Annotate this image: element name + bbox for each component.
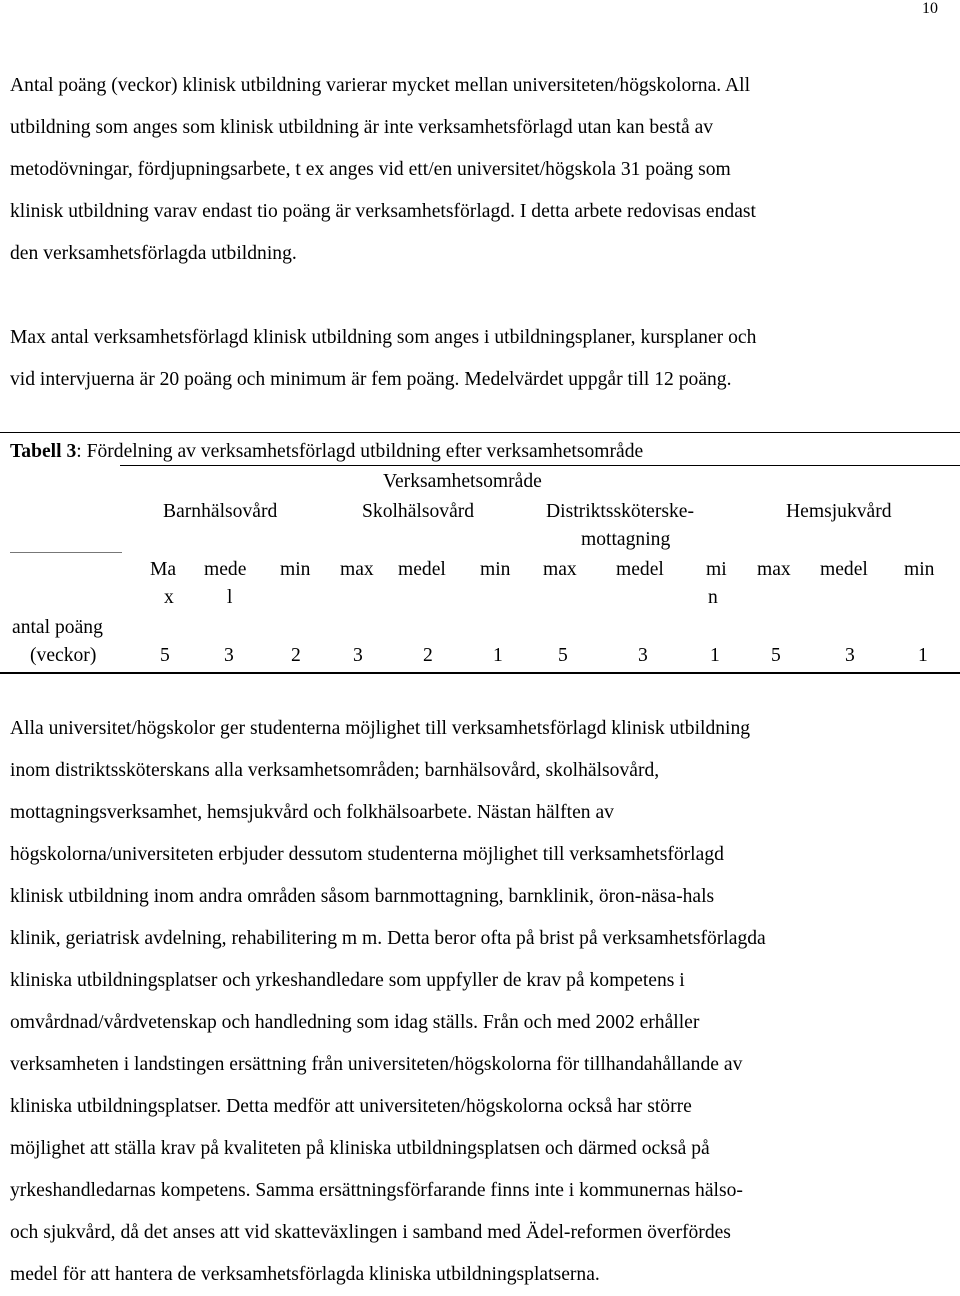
header-b-max-1: Ma [150,559,177,580]
table-caption-rule [120,465,960,466]
value-d-medel: 3 [638,645,648,666]
text-line: klinisk utbildning varav endast tio poäng är verksamhetsförlagd. I detta arbete redovisas endast [10,201,756,222]
text-line: mottagningsverksamhet, hemsjukvård och folkhälsoarbete. Nästan hälften av [10,802,614,823]
table-caption-text: : Fördelning av verksamhetsförlagd utbildning efter verksamhetsområde [76,441,644,462]
text-line: utbildning som anges som klinisk utbildning är inte verksamhetsförlagd utan kan bestå av [10,117,714,138]
header-b-medel-1: mede [204,559,247,580]
value-d-max: 5 [558,645,568,666]
area-hemsjukvard: Hemsjukvård [786,501,892,522]
table-bottom-rule [0,672,960,674]
text-line: omvårdnad/vårdvetenskap och handledning som idag ställs. Från och med 2002 erhåller [10,1012,700,1033]
text-line: Alla universitet/högskolor ger studenterna möjlighet till verksamhetsförlagd klinisk utbildning [10,718,751,739]
table-caption [10,438,643,466]
area-skolhalsovard: Skolhälsovård [362,501,475,522]
text-line: möjlighet att ställa krav på kvaliteten på kliniska utbildningsplatsen och därmed också på [10,1138,710,1159]
text-line: den verksamhetsförlagda utbildning. [10,243,297,264]
header-d-min-1: mi [706,559,727,580]
text-line: och sjukvård, då det anses att vid skatteväxlingen i samband med Ädel-reformen överfördes [10,1222,731,1243]
text-line: kliniska utbildningsplatser och yrkeshandledare som uppfyller de krav på kompetens i [10,970,685,991]
text-line: Antal poäng (veckor) klinisk utbildning varierar mycket mellan universiteten/högskolorna. All [10,75,751,96]
value-h-max: 5 [771,645,781,666]
text-line: medel för att hantera de verksamhetsförlagda kliniska utbildningsplatserna. [10,1264,600,1285]
text-line: klinik, geriatrisk avdelning, rehabilitering m m. Detta beror ofta på brist på verksamhetsförlagda [10,928,766,949]
header-s-medel: medel [398,559,446,580]
group-header: Verksamhetsområde [383,471,542,492]
value-h-min: 1 [918,645,928,666]
value-s-min: 1 [493,645,503,666]
header-b-max-2: x [164,587,174,608]
value-b-min: 2 [291,645,301,666]
area-distrikt-line1: Distriktssköterske- [546,501,695,522]
header-h-medel: medel [820,559,868,580]
header-s-max: max [340,559,374,580]
paragraph-clinical-training-points [10,65,950,275]
area-barnhalsovard: Barnhälsovård [163,501,278,522]
text-line: Max antal verksamhetsförlagd klinisk utbildning som anges i utbildningsplaner, kursplaner och [10,327,757,348]
text-line: klinisk utbildning inom andra områden såsom barnmottagning, barnklinik, öron-näsa-hals [10,886,715,907]
value-h-medel: 3 [845,645,855,666]
header-d-max: max [543,559,577,580]
header-s-min: min [480,559,511,580]
paragraph-max-min-points [10,317,950,401]
text-line: yrkeshandledarnas kompetens. Samma ersättningsförfarande finns inte i kommunernas hälso- [10,1180,743,1201]
header-d-min-2: n [708,587,718,608]
header-d-medel: medel [616,559,664,580]
text-line: metodövningar, fördjupningsarbete, t ex anges vid ett/en universitet/högskola 31 poäng som [10,159,731,180]
value-d-min: 1 [710,645,720,666]
text-line: kliniska utbildningsplatser. Detta medför att universiteten/högskolorna också har större [10,1096,692,1117]
area-distrikt-line2: mottagning [581,529,671,550]
text-line: vid intervjuerna är 20 poäng och minimum är fem poäng. Medelvärdet uppgår till 12 poäng. [10,369,732,390]
stub-rule [10,552,122,553]
row-label-line1: antal poäng [12,617,103,638]
header-h-min: min [904,559,935,580]
table-top-rule [0,432,960,433]
value-b-medel: 3 [224,645,234,666]
header-h-max: max [757,559,791,580]
page-number: 10 [922,0,938,17]
row-label-line2: (veckor) [30,645,97,666]
value-b-max: 5 [160,645,170,666]
paragraph-training-areas [10,708,950,1296]
table-caption-label: Tabell 3 [10,441,77,462]
header-b-min: min [280,559,311,580]
text-line: verksamheten i landstingen ersättning från universiteten/högskolorna för tillhandahållande av [10,1054,743,1075]
value-s-max: 3 [353,645,363,666]
text-line: högskolorna/universiteten erbjuder dessutom studenterna möjlighet till verksamhetsförlagd [10,844,724,865]
text-line: inom distriktssköterskans alla verksamhetsområden; barnhälsovård, skolhälsovård, [10,760,660,781]
header-b-medel-2: l [227,587,233,608]
value-s-medel: 2 [423,645,433,666]
